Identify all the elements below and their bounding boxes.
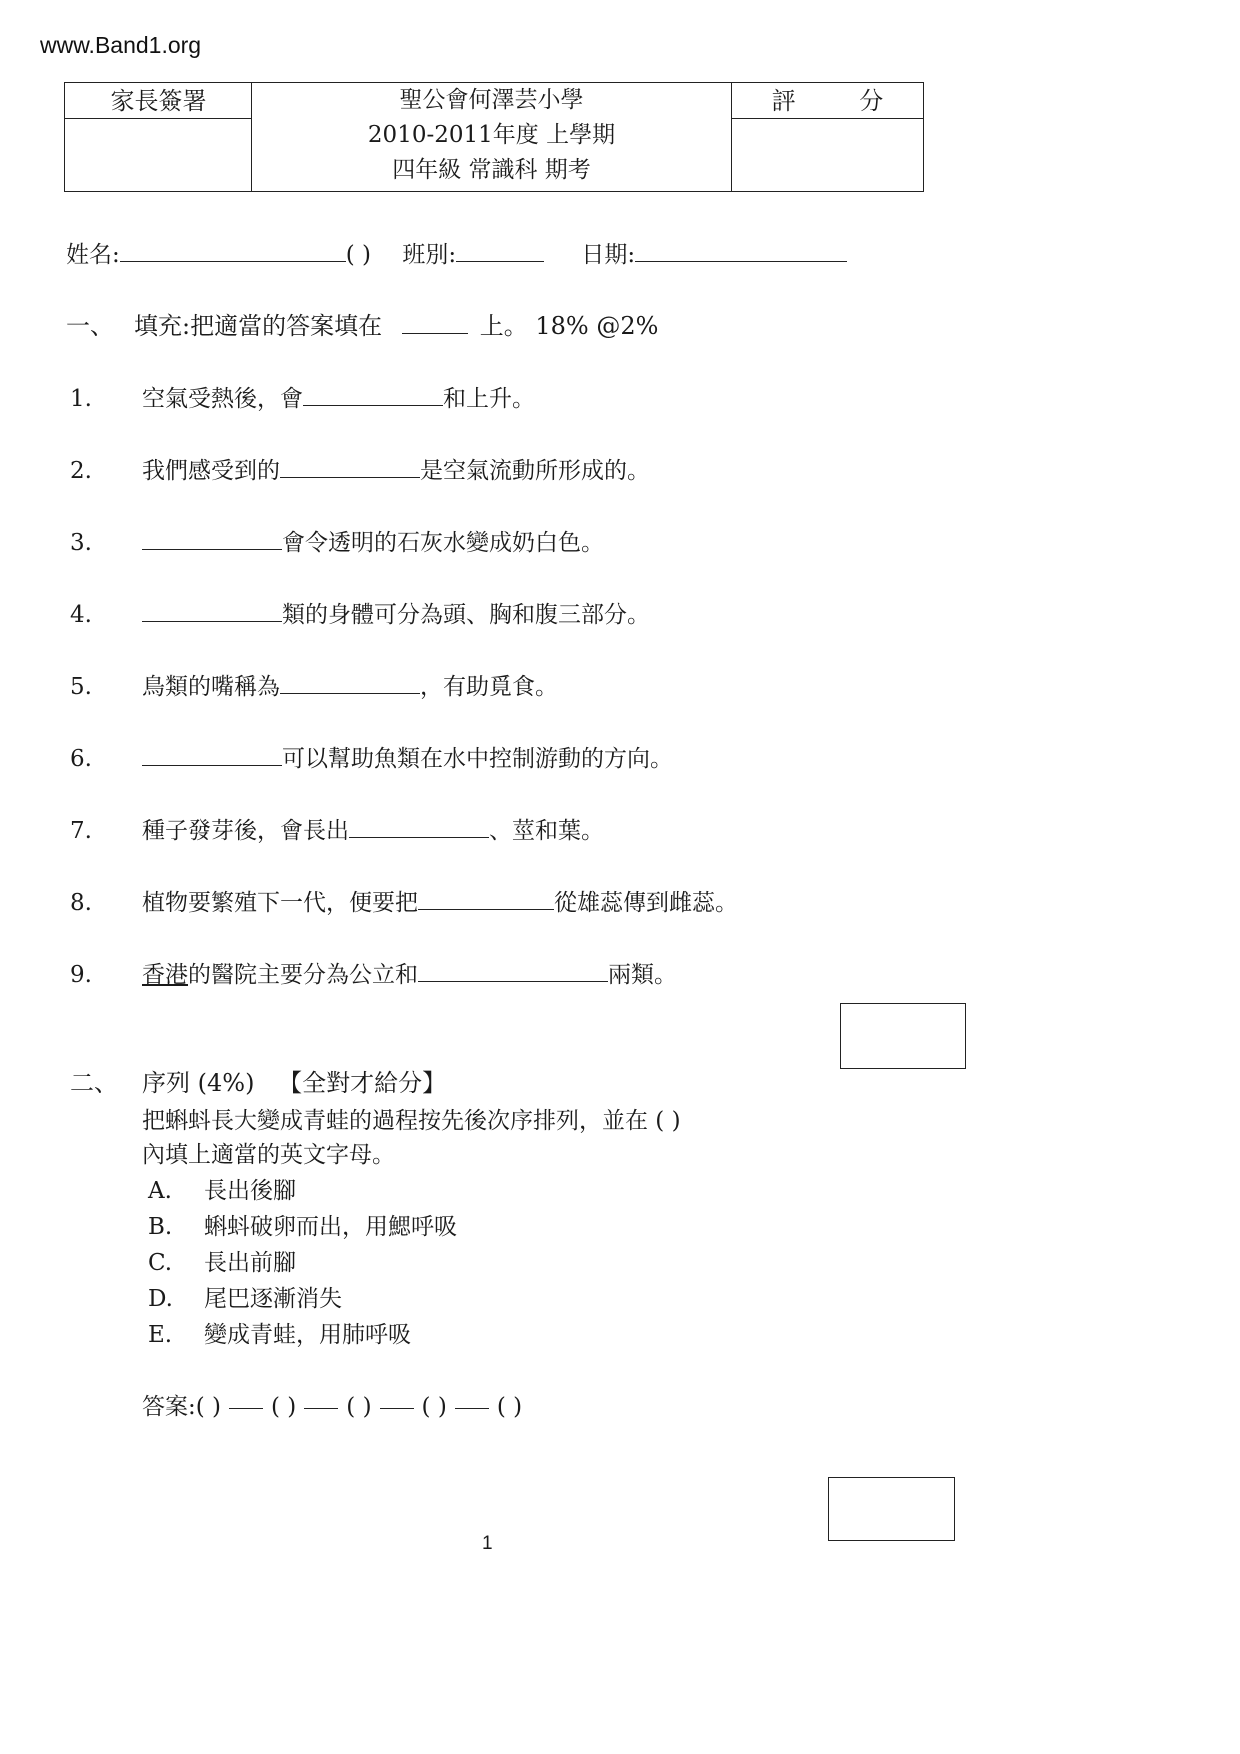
section1-sample-blank xyxy=(402,311,468,334)
answer-blank-1[interactable] xyxy=(303,383,443,406)
date-label: 日期: xyxy=(581,242,636,268)
answer-blank-2[interactable] xyxy=(280,455,420,478)
arrow-icon xyxy=(304,1408,338,1409)
grade-subject: 四年級 常識科 期考 xyxy=(392,157,591,183)
section2-heading xyxy=(70,1063,446,1098)
school-name: 聖公會何澤芸小學 xyxy=(399,87,584,113)
arrow-icon xyxy=(229,1408,263,1409)
student-info-row xyxy=(66,236,847,269)
question-2: 2. 我們感受到的 是空氣流動所形成的。 xyxy=(70,452,650,485)
class-label: 班別: xyxy=(402,242,457,268)
section2-marker: 二、 xyxy=(70,1069,118,1097)
class-field[interactable] xyxy=(456,239,544,262)
page-number: 1 xyxy=(482,1533,493,1554)
question-8: 8. 植物要繁殖下一代，便要把 從雄蕊傳到雌蕊。 xyxy=(70,884,738,917)
answer-slot-2[interactable]: ( ) xyxy=(271,1394,297,1420)
school-info-cell xyxy=(252,83,732,191)
arrow-icon xyxy=(455,1408,489,1409)
question-1: 1. 空氣受熱後，會 和上升。 xyxy=(70,380,535,413)
year-term: 2010-2011年度 上學期 xyxy=(367,122,616,148)
question-9: 9. 香港的醫院主要分為公立和 兩類。 xyxy=(70,956,677,989)
answer-blank-9[interactable] xyxy=(418,959,608,982)
name-label: 姓名: xyxy=(66,242,120,268)
question-4: 4. 類的身體可分為頭、胸和腹三部分。 xyxy=(70,596,650,629)
option-a: A. 長出後腳 xyxy=(148,1178,296,1204)
section1-title: 填充:把適當的答案填在 xyxy=(134,312,383,340)
answer-blank-8[interactable] xyxy=(418,887,554,910)
question-6: 6. 可以幫助魚類在水中控制游動的方向。 xyxy=(70,740,673,773)
section2-instruction-1: 把蝌蚪長大變成青蛙的過程按先後次序排列，並在 ( ) xyxy=(142,1108,681,1134)
answer-row xyxy=(142,1388,522,1421)
parent-signature-label: 家長簽署 xyxy=(65,83,252,119)
site-watermark: www.Band1.org xyxy=(40,32,202,58)
answer-blank-5[interactable] xyxy=(280,671,420,694)
option-b: B. 蝌蚪破卵而出，用鰓呼吸 xyxy=(148,1214,457,1240)
section1-heading xyxy=(66,306,658,341)
section2-note: 【全對才給分】 xyxy=(278,1069,447,1097)
arrow-icon xyxy=(380,1408,414,1409)
score-label: 評 分 xyxy=(732,83,923,119)
answer-slot-4[interactable]: ( ) xyxy=(421,1394,447,1420)
section1-score-box[interactable] xyxy=(840,1003,966,1069)
section2-title: 序列 (4%) xyxy=(142,1069,255,1097)
question-5: 5. 鳥類的嘴稱為 ，有助覓食。 xyxy=(70,668,558,701)
score-cell xyxy=(732,83,923,191)
question-3: 3. 會令透明的石灰水變成奶白色。 xyxy=(70,524,604,557)
answer-slot-3[interactable]: ( ) xyxy=(346,1394,372,1420)
answer-label: 答案: xyxy=(142,1394,196,1420)
answer-slot-1[interactable]: ( ) xyxy=(195,1394,222,1420)
answer-slot-5[interactable]: ( ) xyxy=(496,1394,523,1420)
section2-instruction-2: 內填上適當的英文字母。 xyxy=(142,1142,395,1168)
answer-blank-6[interactable] xyxy=(142,743,282,766)
header-table xyxy=(64,82,924,192)
date-field[interactable] xyxy=(635,239,847,262)
question-7: 7. 種子發芽後，會長出 、莖和葉。 xyxy=(70,812,604,845)
section1-marker: 一、 xyxy=(66,312,114,340)
option-d: D. 尾巴逐漸消失 xyxy=(148,1286,342,1312)
option-e: E. 變成青蛙，用肺呼吸 xyxy=(148,1322,411,1348)
section1-title-end: 上。 18% @2% xyxy=(479,312,659,340)
section2-score-box[interactable] xyxy=(828,1477,955,1541)
parent-signature-cell xyxy=(65,83,252,191)
answer-blank-7[interactable] xyxy=(349,815,489,838)
option-c: C. 長出前腳 xyxy=(148,1250,296,1276)
name-field[interactable] xyxy=(120,239,346,262)
answer-blank-3[interactable] xyxy=(142,527,282,550)
class-number-field[interactable]: ( ) xyxy=(345,242,372,268)
answer-blank-4[interactable] xyxy=(142,599,282,622)
